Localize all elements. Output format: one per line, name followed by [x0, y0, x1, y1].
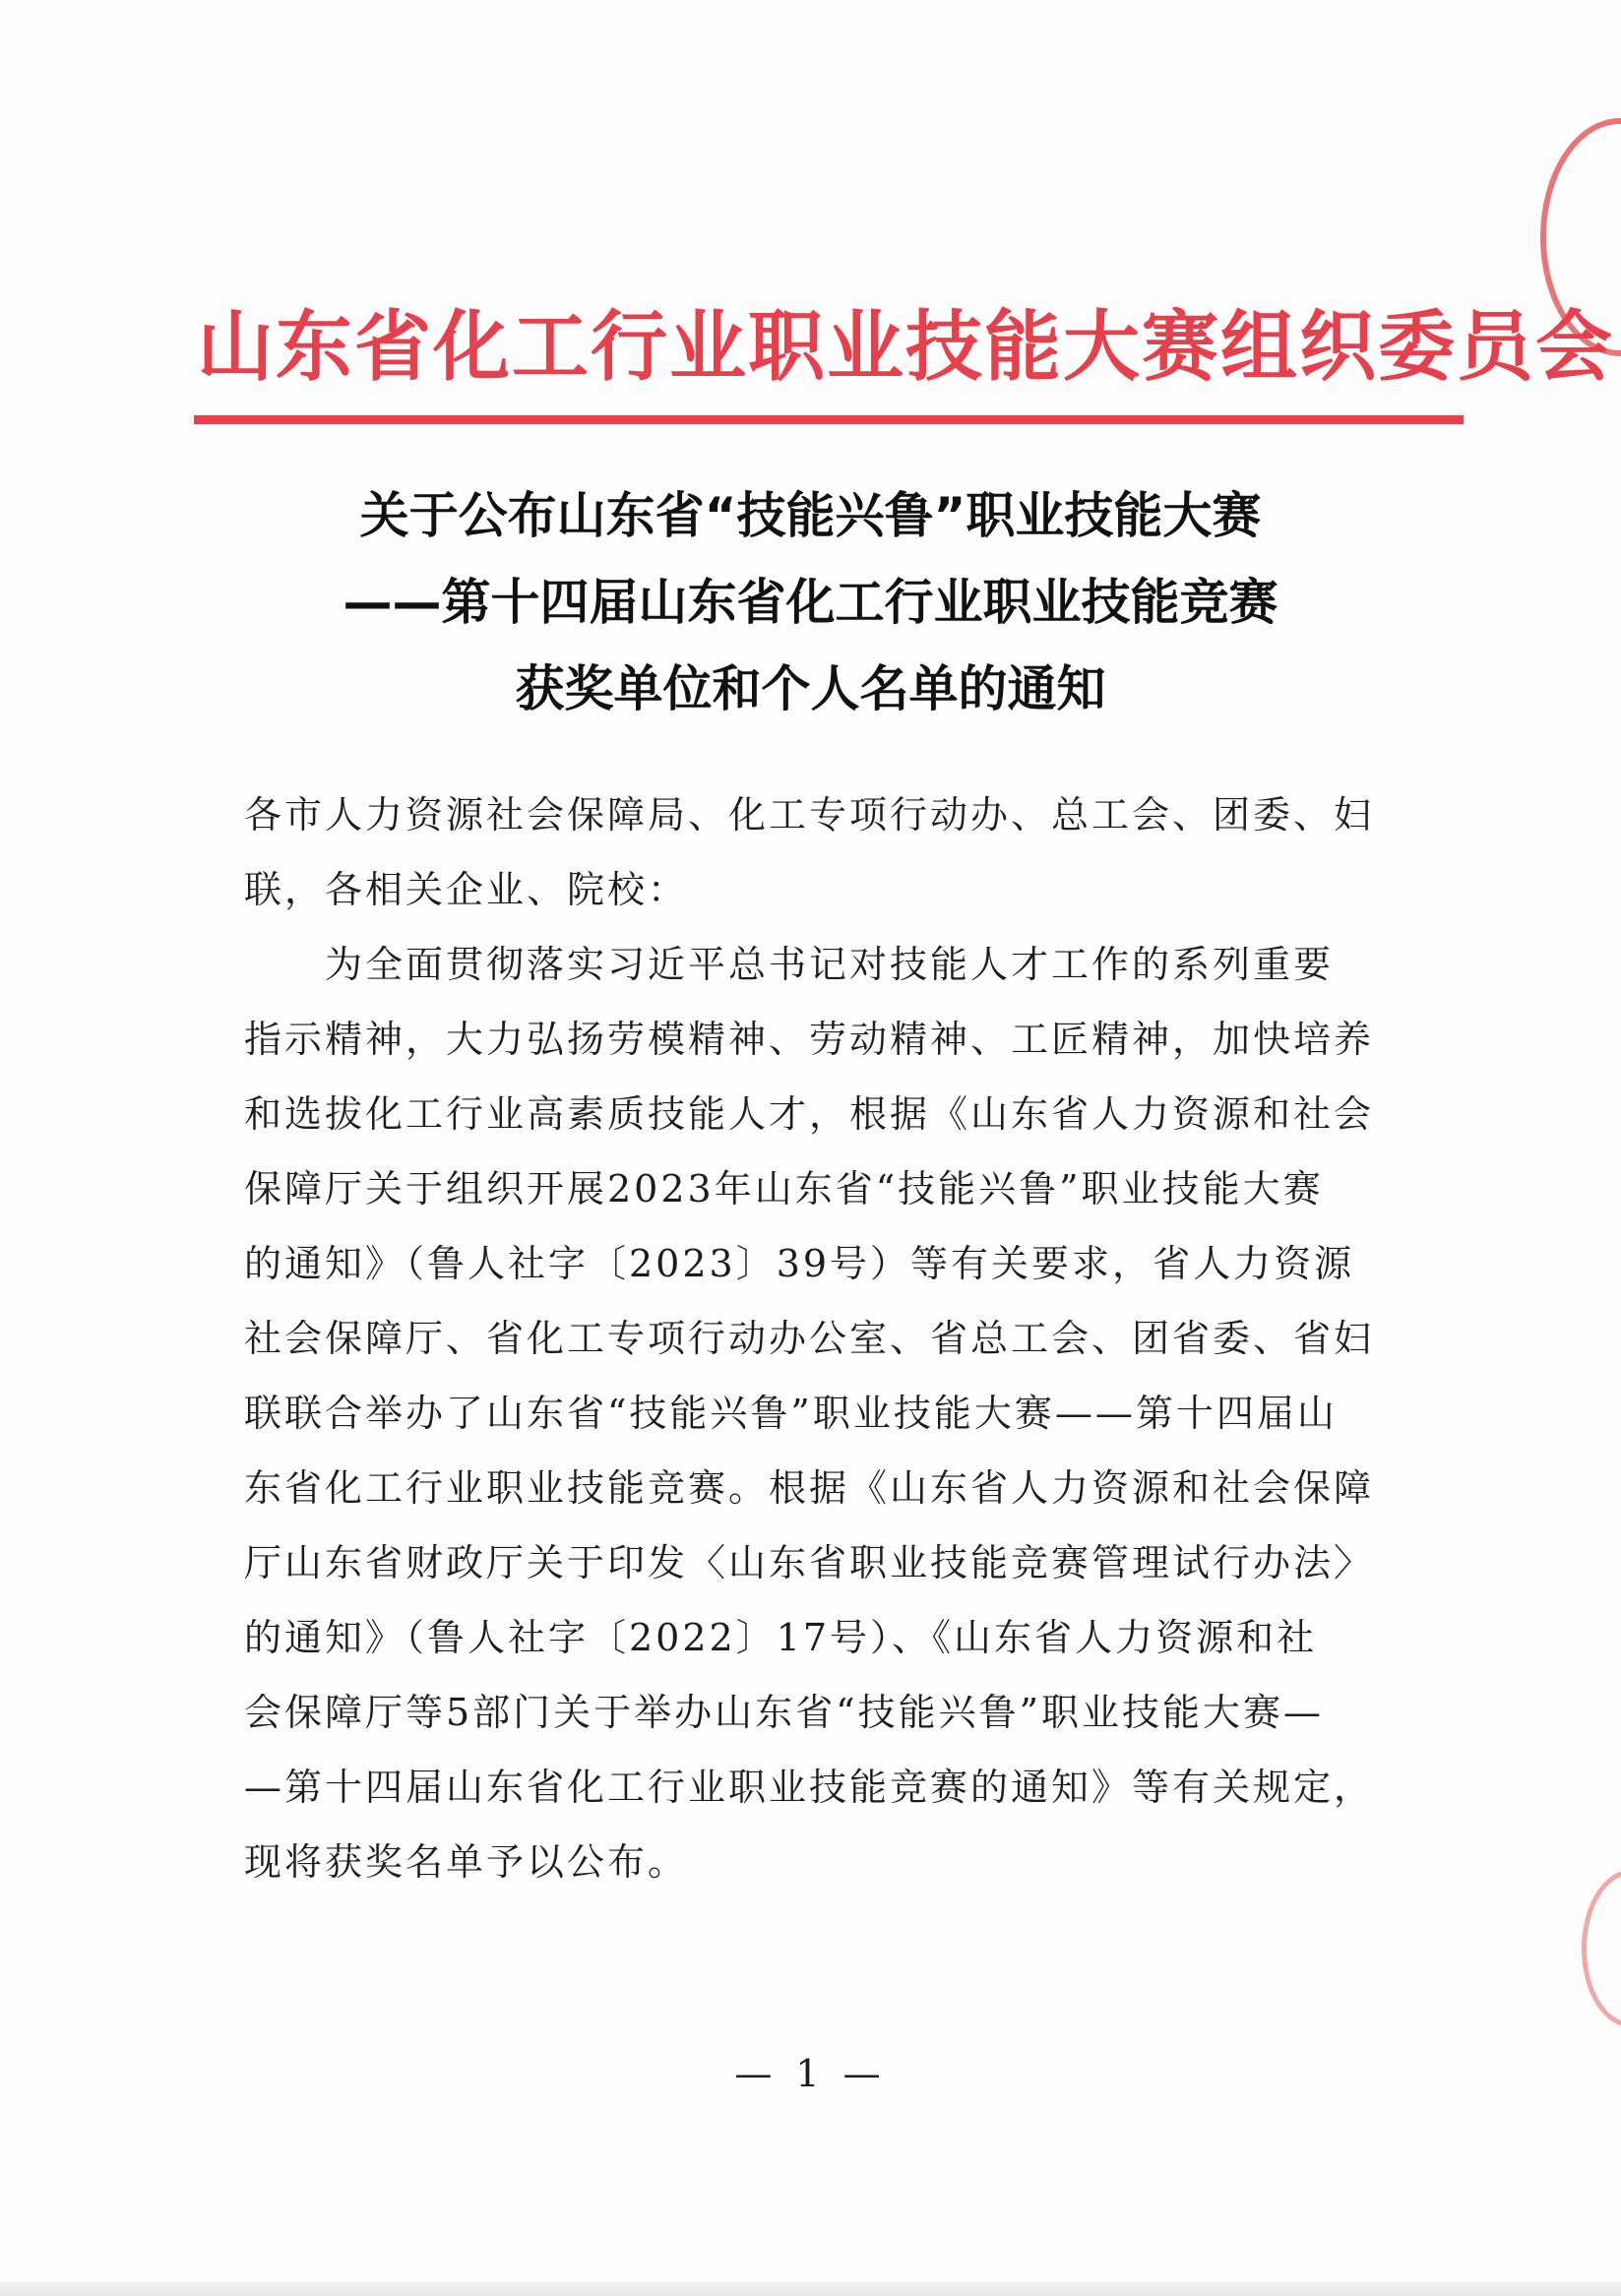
body-line-4: 保障厅关于组织开展2023年山东省“技能兴鲁”职业技能大赛	[244, 1167, 1324, 1210]
recipients-line-2: 联，各相关企业、院校：	[244, 868, 689, 911]
title-line-3: 获奖单位和个人名单的通知	[515, 660, 1106, 717]
body-line-6: 社会保障厅、省化工专项行动办公室、省总工会、团省委、省妇	[244, 1317, 1375, 1360]
body-line-10: 的通知》（鲁人社字〔2022〕17号）、《山东省人力资源和社	[244, 1616, 1318, 1659]
document-title	[157, 472, 1464, 732]
body-line-2: 指示精神，大力弘扬劳模精神、劳动精神、工匠精神，加快培养	[244, 1018, 1375, 1061]
body-line-8: 东省化工行业职业技能竞赛。根据《山东省人力资源和社会保障	[244, 1466, 1375, 1510]
body-line-12: —第十四届山东省化工行业职业技能竞赛的通知》等有关规定，	[244, 1766, 1375, 1809]
body-line-13: 现将获奖名单予以公布。	[244, 1840, 689, 1884]
title-line-1: 关于公布山东省“技能兴鲁”职业技能大赛	[359, 487, 1262, 544]
body-line-9: 厅山东省财政厅关于印发〈山东省职业技能竞赛管理试行办法〉	[244, 1541, 1375, 1584]
document-body	[244, 777, 1415, 1899]
page-number: — 1 —	[734, 2052, 887, 2095]
title-line-2: ——第十四届山东省化工行业职业技能竞赛	[343, 574, 1278, 631]
body-line-11: 会保障厅等5部门关于举办山东省“技能兴鲁”职业技能大赛—	[244, 1691, 1325, 1734]
body-line-7: 联联合举办了山东省“技能兴鲁”职业技能大赛——第十四届山	[244, 1392, 1338, 1435]
body-line-5: 的通知》（鲁人社字〔2023〕39号）等有关要求，省人力资源	[244, 1242, 1355, 1285]
recipients-line-1: 各市人力资源社会保障局、化工专项行动办、总工会、团委、妇	[244, 793, 1375, 837]
body-line-1: 为全面贯彻落实习近平总书记对技能人才工作的系列重要	[325, 943, 1335, 986]
organization-header: 山东省化工行业职业技能大赛组织委员会	[197, 302, 1615, 392]
scan-bottom-edge	[0, 2281, 1621, 2296]
official-seal-fragment-lower	[1582, 1870, 1621, 2027]
header-red-rule	[194, 415, 1464, 424]
body-line-3: 和选拔化工行业高素质技能人才，根据《山东省人力资源和社会	[244, 1092, 1375, 1136]
